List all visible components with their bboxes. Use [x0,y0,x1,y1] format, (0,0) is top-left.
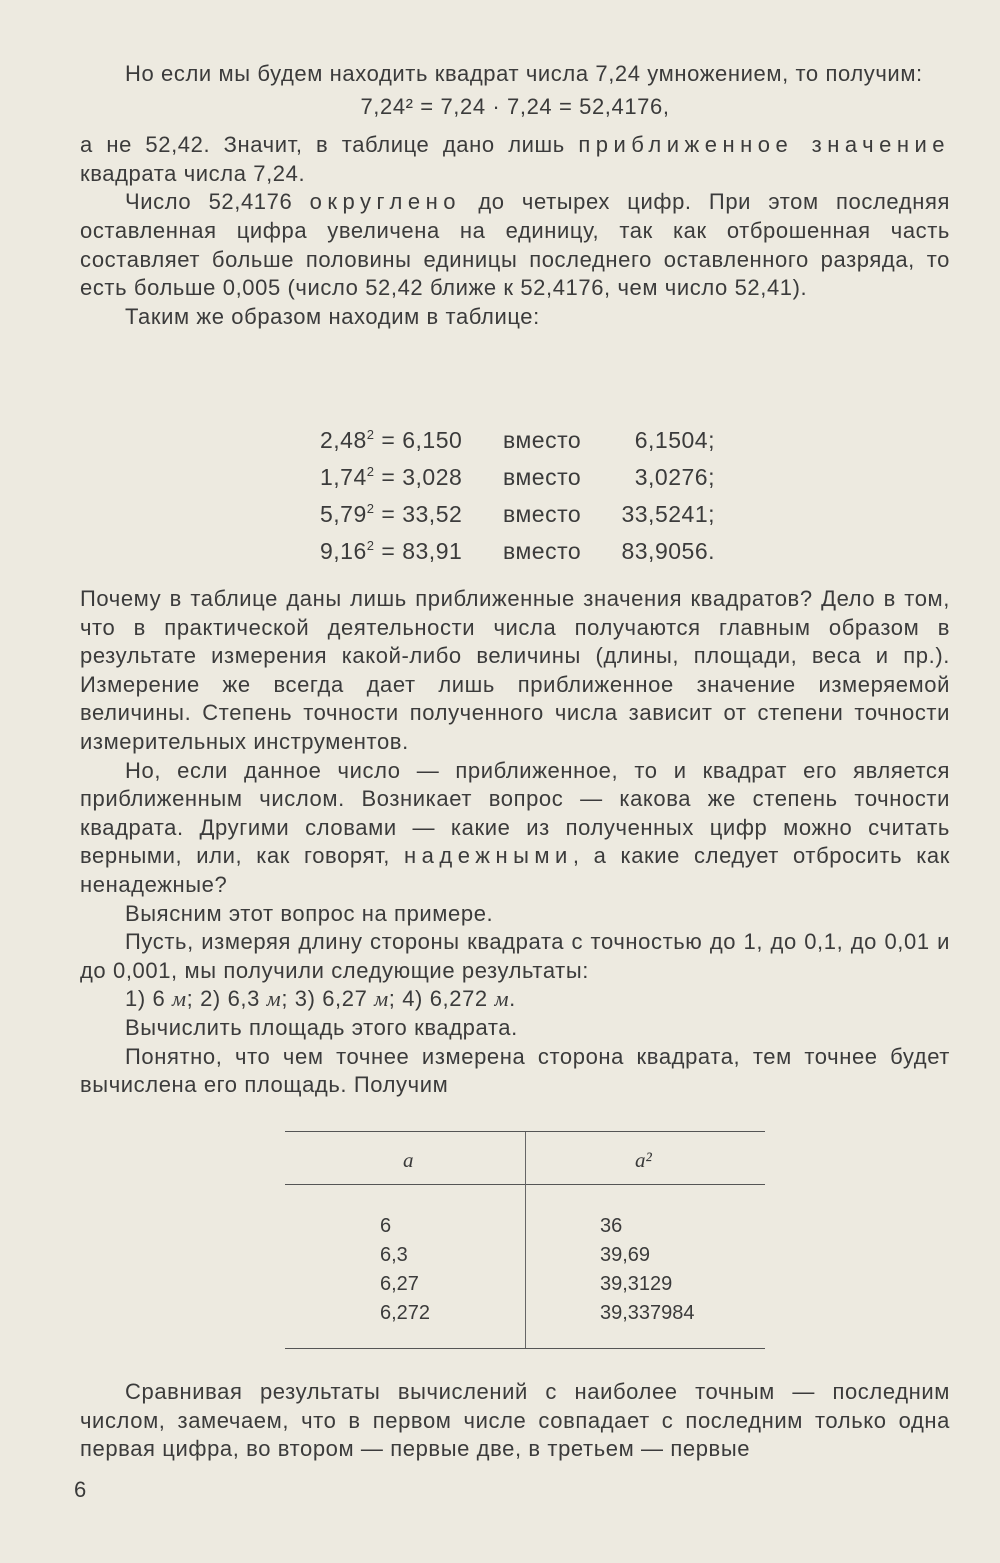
emphasis-reliable: надежными [404,843,573,869]
question-text-a: Но, если данное число — приближенное, то и квадрат его является приближенным числом. Возникает вопрос — какова же степень точности квадрата. Другими словами — какие из полученных цифр можно считать верными, или, как говорят, [80,757,950,869]
square-approx: 83,91 [402,538,463,564]
intro-conclusion-text: а не 52,42. Значит, в таблице дано лишь [80,132,579,158]
square-exact: 83,9056. [621,538,715,564]
column-a [380,1212,430,1328]
table-cell: 39,337984 [600,1302,695,1324]
intro-conclusion [80,131,950,188]
unit-meter: м [494,986,510,1012]
unit-meter: м [266,986,282,1012]
square-lhs: $9,16^2 = 83,91$ [320,538,463,564]
results-line [80,985,950,1014]
rounding-text-b: до четырех цифр. При этом последняя оставленная цифра увеличена на единицу, так как отброшенная часть составляет больше половины единицы последнего оставленного разряда, то есть больше 0,005 (число 52,42 ближе к 52,4176, чем число 52,41). [80,189,950,301]
header-a: a [403,1148,414,1172]
middle-block [80,585,950,1100]
question-paragraph [80,757,950,900]
emphasis-approx-value: приближенное значение [578,132,950,158]
compare-paragraph: Сравнивая результаты вычислений с наиболее точным — последним числом, замечаем, что в первом числе совпадает с последним только одна первая цифра, во втором — первые две, в третьем — первые [80,1379,950,1462]
table-cell: 36 [600,1215,623,1237]
square-word: вместо [503,501,582,527]
square-word: вместо [503,464,582,490]
formula-7-24: 7,24² = 7,24 · 7,24 = 52,4176, [360,93,670,119]
square-row [320,459,715,496]
intro-conclusion-end: квадрата числа 7,24. [80,160,306,186]
square-base: 1,74 [320,464,367,490]
why-paragraph: Почему в таблице даны лишь приближенные значения квадратов? Дело в том, что в практической деятельности числа получаются главным образом в результате измерения какой-либо величины (длины, площади, веса и пр.). Измерение же всегда дает лишь приближенное значение измеряемой величины. Степень точности полученного числа зависит от степени точности измерительных инструментов. [80,586,950,754]
square-exact: 6,1504; [634,427,715,453]
square-exact: 3,0276; [634,464,715,490]
bottom-block [80,1378,950,1464]
square-row [320,422,715,459]
squares-list [320,422,715,570]
emphasis-rounded: округлено [309,189,461,215]
example-line: Выясним этот вопрос на примере. [125,900,494,926]
table-cell: 6 [380,1215,392,1237]
table-divider [525,1132,526,1348]
square-exact: 33,5241; [621,501,715,527]
result-2: ; 2) 6,3 [186,986,267,1012]
square-base: 2,48 [320,427,367,453]
square-row [320,533,715,570]
question-text-b: , а какие следует отбросить как ненадежные? [80,843,950,897]
page-number: 6 [74,1477,87,1502]
square-approx: 3,028 [402,464,463,490]
square-word: вместо [503,538,582,564]
column-a-squared [600,1212,695,1328]
task-line: Вычислить площадь этого квадрата. [125,1014,518,1040]
measure-paragraph: Пусть, измеряя длину стороны квадрата с точностью до 1, до 0,1, до 0,01 и до 0,001, мы получили следующие результаты: [80,929,950,983]
table-cell: 39,3129 [600,1273,673,1295]
square-base: 9,16 [320,538,367,564]
result-3: ; 3) 6,27 [281,986,375,1012]
square-base: 5,79 [320,501,367,527]
square-word: вместо [503,427,582,453]
same-way-line: Таким же образом находим в таблице: [125,303,540,329]
clear-paragraph: Понятно, что чем точнее измерена сторона квадрата, тем точнее будет вычислена его площадь. Получим [80,1043,950,1098]
header-a-squared: a² [635,1148,652,1172]
square-approx: 6,150 [402,427,463,453]
unit-meter: м [374,986,389,1012]
unit-meter: м [172,986,187,1012]
table-cell: 6,272 [380,1302,431,1324]
table-cell: 39,69 [600,1244,651,1266]
square-approx: 33,52 [402,501,463,527]
table-cell: 6,3 [380,1244,408,1266]
result-1: 1) 6 [125,986,173,1012]
intro-block [80,60,950,331]
squares-table [285,1131,765,1349]
square-lhs: $5,79^2 = 33,52$ [320,501,463,527]
intro-line: Но если мы будем находить квадрат числа 7,24 умножением, то получим: [125,61,923,86]
rounding-paragraph [80,188,950,302]
square-row [320,496,715,533]
result-4: ; 4) 6,272 [388,986,495,1012]
square-lhs: $2,48^2 = 6,150$ [320,427,463,453]
results-end: . [509,986,516,1012]
table-cell: 6,27 [380,1273,419,1295]
rounding-text-a: Число 52,4176 [125,189,310,215]
square-lhs: $1,74^2 = 3,028$ [320,464,463,490]
